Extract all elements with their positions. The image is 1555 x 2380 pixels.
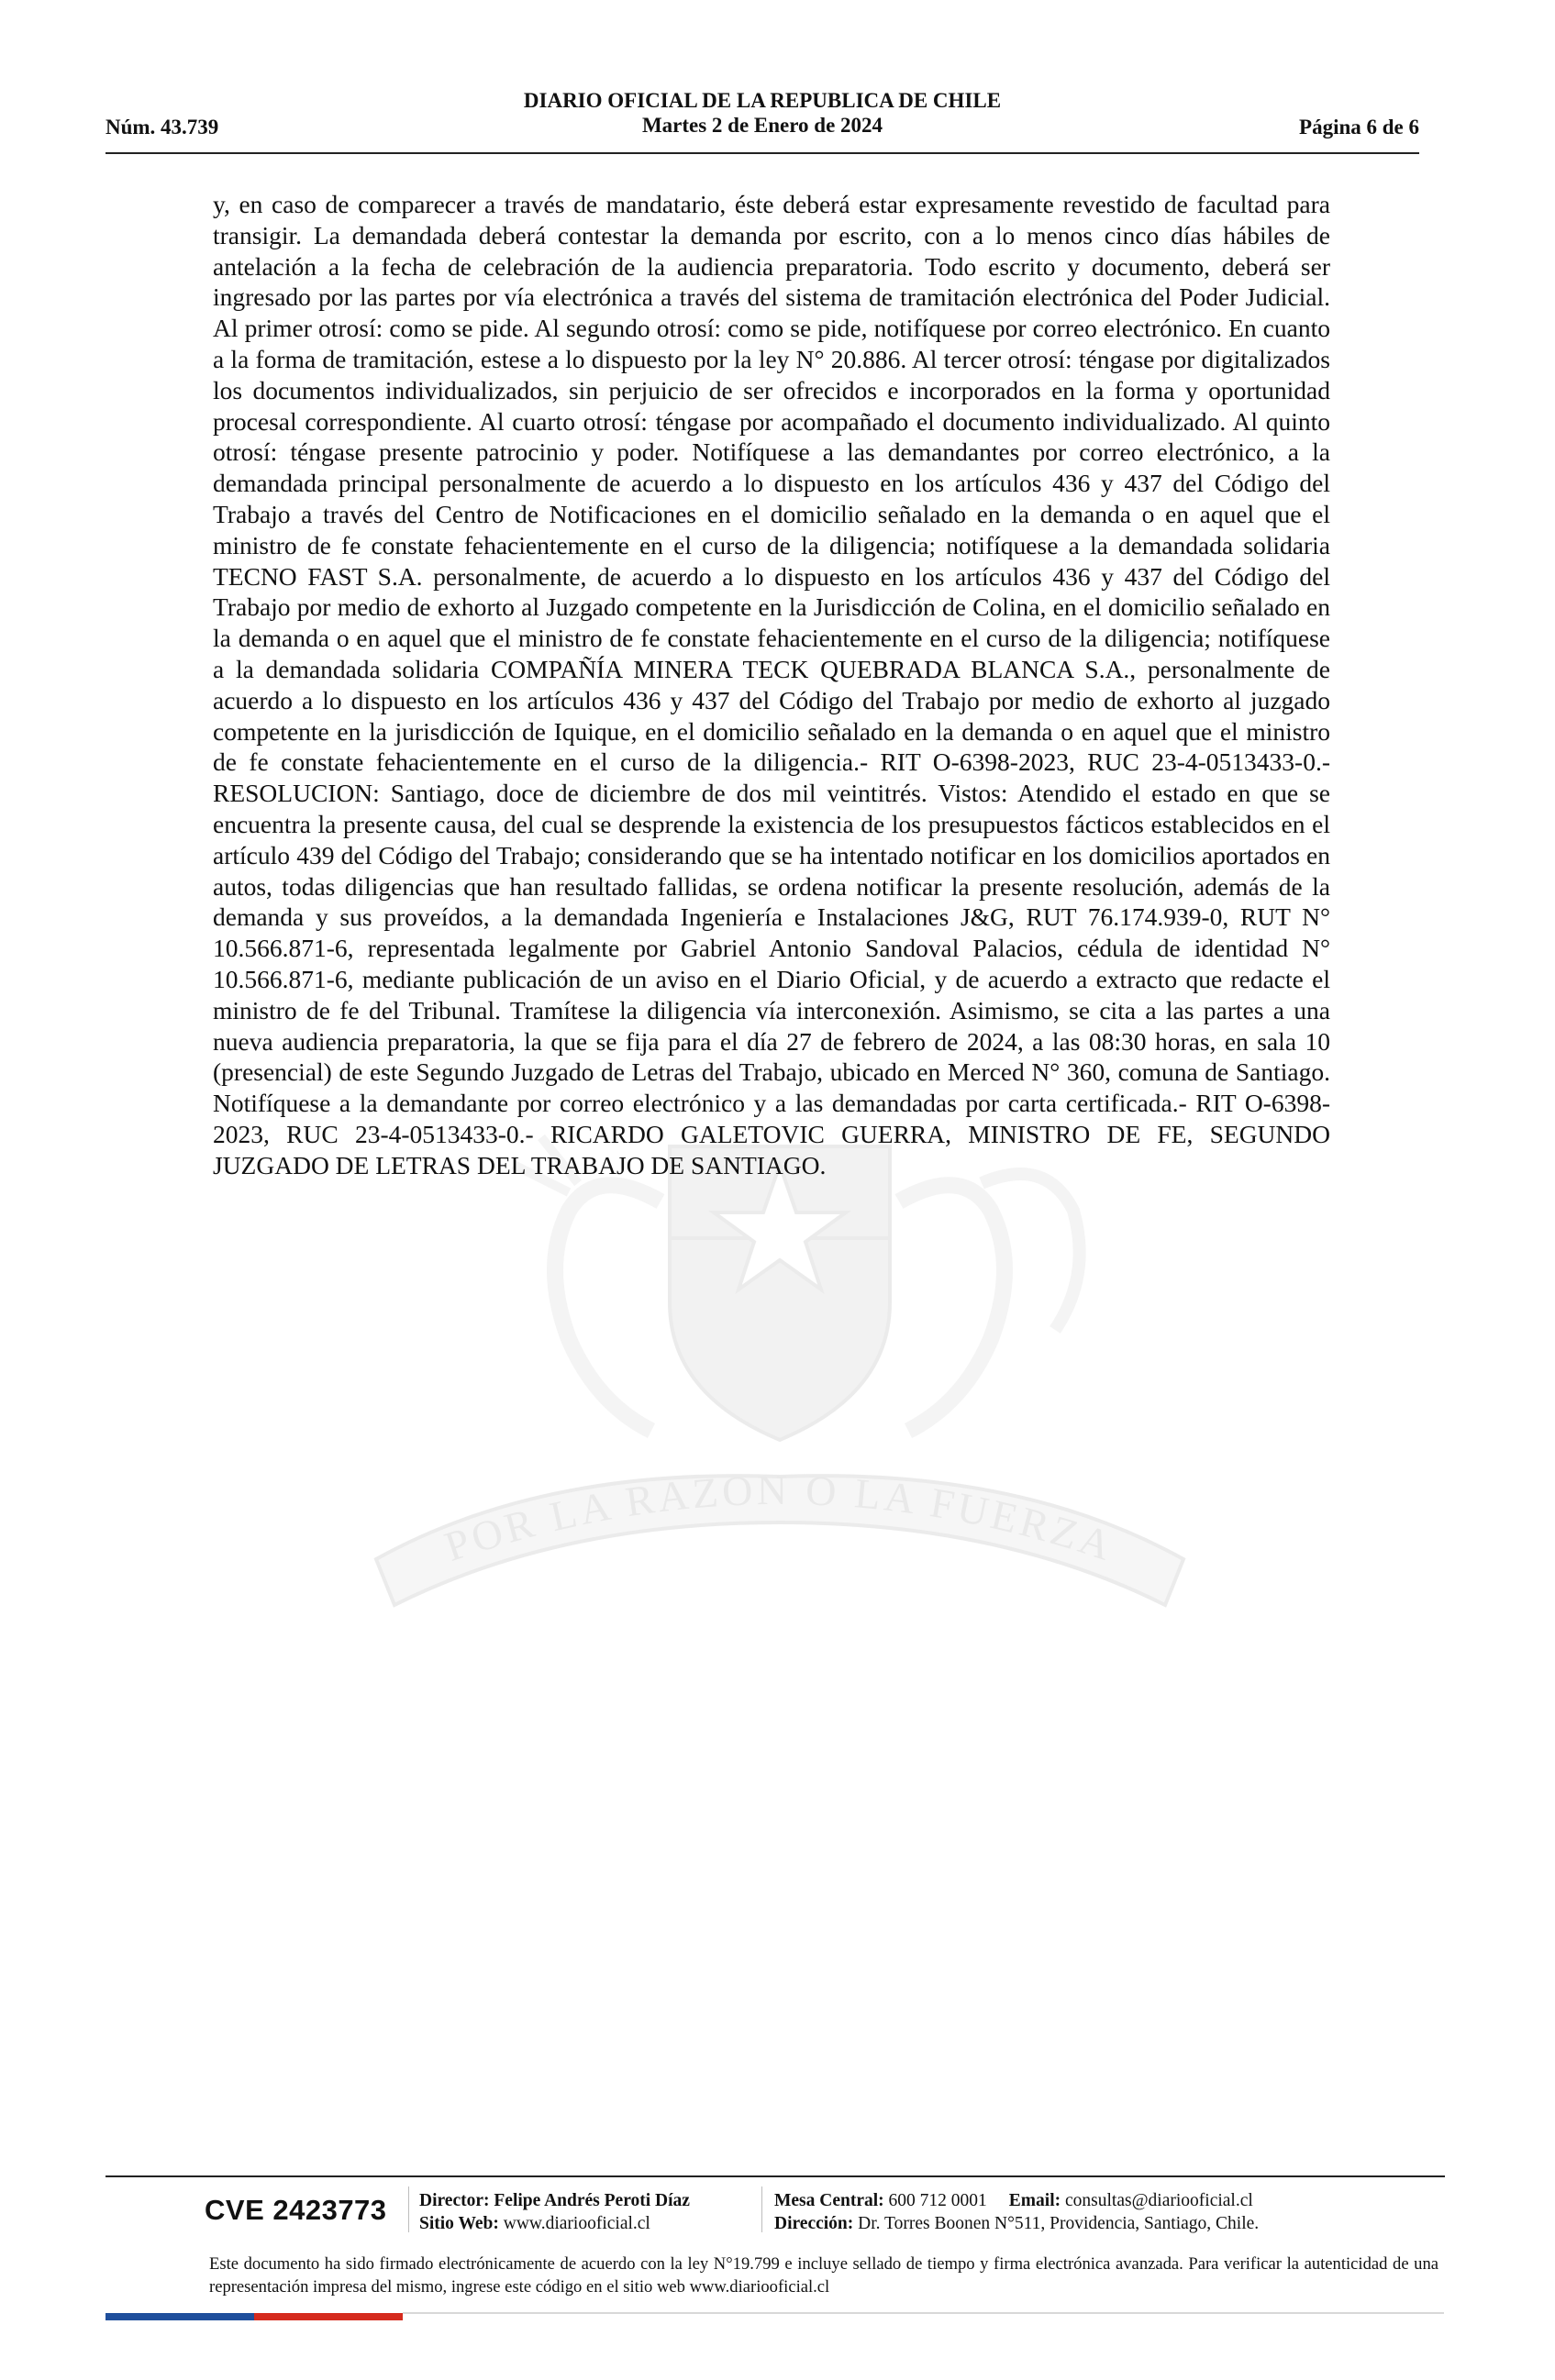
address-value: Dr. Torres Boonen N°511, Providencia, Santiago, Chile. <box>858 2214 1260 2233</box>
issue-number: Núm. 43.739 <box>106 116 219 138</box>
document-body: y, en caso de comparecer a través de mandatario, éste deberá estar expresamente revestido de facultad para transigir. La demandada deberá contestar la demanda por escrito, con a lo menos cinco días hábiles de antelación a la fecha de celebración de la audiencia preparatoria. Todo escrito y documento, deberá ser ingresado por las partes por vía electrónica a través del sistema de tramitación electrónica del Poder Judicial. Al primer otrosí: como se pide. Al segundo otrosí: como se pide, notifíquese por correo electrónico. En cuanto a la forma de tramitación, estese a lo dispuesto por la ley N° 20.886. Al tercer otrosí: téngase por digitalizados los documentos individualizados, sin perjuicio de ser ofrecidos e incorporados en la forma y oportunidad procesal correspondiente. Al cuarto otrosí: téngase por acompañado el documento individualizado. Al quinto otrosí: téngase presente patrocinio y poder. Notifíquese a las demandantes por correo electrónico, a la demandada principal personalmente de acuerdo a lo dispuesto en los artículos 436 y 437 del Código del Trabajo a través del Centro de Notificaciones en el domicilio señalado en la demanda o en aquel que el ministro de fe constate fehacientemente en el curso de la diligencia; notifíquese a la demandada solidaria TECNO FAST S.A. personalmente, de acuerdo a lo dispuesto en los artículos 436 y 437 del Código del Trabajo por medio de exhorto al Juzgado competente en la Jurisdicción de Colina, en el domicilio señalado en la demanda o en aquel que el ministro de fe constate fehacientemente en el curso de la diligencia; notifíquese a la demandada solidaria COMPAÑÍA MINERA TECK QUEBRADA BLANCA S.A., personalmente de acuerdo a lo dispuesto en los artículos 436 y 437 del Código del Trabajo por medio de exhorto al juzgado competente en la jurisdicción de Iquique, en el domicilio señalado en la demanda o en aquel que el ministro de fe constate fehacientemente en el curso de la diligencia.- RIT O-6398-2023, RUC 23-4-0513433-0.- RESOLUCION: Santiago, doce de diciembre de dos mil veintitrés. Vistos: Atendido el estado en que se encuentra la presente causa, del cual se desprende la existencia de los presupuestos fácticos establecidos en el artículo 439 del Código del Trabajo; considerando que se ha intentado notificar en los domicilios aportados en autos, todas diligencias que han resultado fallidas, se ordena notificar la presente resolución, además de la demanda y sus proveídos, a la demandada Ingeniería e Instalaciones J&G, RUT 76.174.939-0, RUT N° 10.566.871-6, representada legalmente por Gabriel Antonio Sandoval Palacios, cédula de identidad N° 10.566.871-6, mediante publicación de un aviso en el Diario Oficial, y de acuerdo a extracto que redacte el ministro de fe del Tribunal. Tramítese la diligencia vía interconexión. Asimismo, se cita a las partes a una nueva audiencia preparatoria, la que se fija para el día 27 de febrero de 2024, a las 08:30 horas, en sala 10 (presencial) de este Segundo Juzgado de Letras del Trabajo, ubicado en Merced N° 360, comuna de Santiago. Notifíquese a la demandante por correo electrónico y a las demandadas por carta certificada.- RIT O-6398-2023, RUC 23-4-0513433-0.- RICARDO GALETOVIC GUERRA, MINISTRO DE FE, SEGUNDO JUZGADO DE LETRAS DEL TRABAJO DE SANTIAGO. <box>213 190 1330 1179</box>
coat-of-arms-watermark <box>266 1128 1294 1623</box>
website-label: Sitio Web: <box>419 2214 499 2233</box>
footer-divider <box>408 2186 409 2232</box>
signature-notice: Este documento ha sido firmado electrónicamente de acuerdo con la ley N°19.799 e incluye sellado de tiempo y firma electrónica avanzada. Para verificar la autenticidad de una representación impresa del mismo, ingrese este código en el sitio web www.diariooficial.cl <box>209 2254 1438 2297</box>
header-center <box>106 88 1419 138</box>
flag-red-segment <box>254 2313 403 2320</box>
page-footer <box>106 2175 1445 2297</box>
publication-title: DIARIO OFICIAL DE LA REPUBLICA DE CHILE <box>523 89 1002 112</box>
flag-color-bar <box>106 2313 403 2320</box>
publication-date: Martes 2 de Enero de 2024 <box>641 114 883 137</box>
mesa-central-label: Mesa Central: <box>774 2191 884 2210</box>
cve-code: CVE 2423773 <box>205 2194 387 2226</box>
footer-rule <box>403 2312 1444 2314</box>
flag-blue-segment <box>106 2313 254 2320</box>
page-header <box>106 88 1419 154</box>
footer-contact-block <box>774 2189 1259 2235</box>
director-name: Felipe Andrés Peroti Díaz <box>494 2191 690 2210</box>
email-label: Email: <box>1008 2191 1061 2210</box>
mesa-central-phone: 600 712 0001 <box>888 2191 987 2210</box>
email-link[interactable]: consultas@diariooficial.cl <box>1065 2191 1253 2210</box>
motto-text: POR LA RAZON O LA FUERZA <box>439 1466 1121 1571</box>
director-label: Director: <box>419 2191 490 2210</box>
footer-divider <box>761 2186 762 2232</box>
address-label: Dirección: <box>774 2214 854 2233</box>
page-number: Página 6 de 6 <box>1299 116 1419 138</box>
footer-director-block <box>419 2189 690 2235</box>
website-link[interactable]: www.diariooficial.cl <box>503 2214 650 2233</box>
